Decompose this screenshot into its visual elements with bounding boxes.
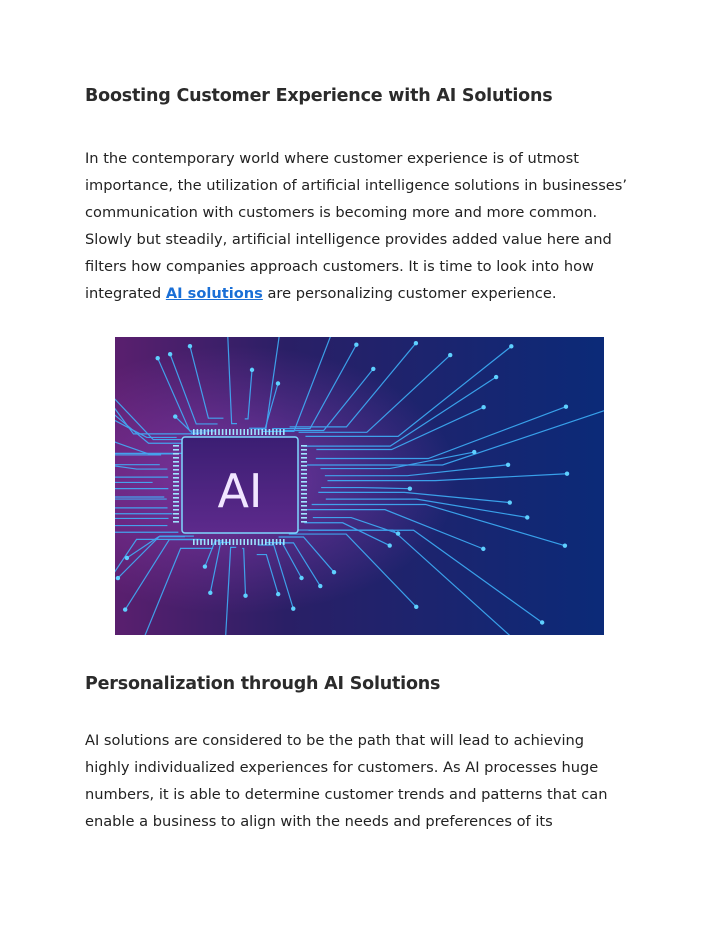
chip-pin <box>269 539 271 545</box>
chip-pin <box>193 429 195 435</box>
chip-pin <box>207 429 209 435</box>
chip-pin <box>222 429 224 435</box>
chip-pin <box>233 539 235 545</box>
chip-pin <box>197 539 199 545</box>
circuit-node <box>565 472 569 476</box>
chip-pin <box>204 539 206 545</box>
chip-pin <box>173 509 179 511</box>
chip-pin <box>301 465 307 467</box>
chip-pin <box>218 429 220 435</box>
circuit-node <box>299 576 303 580</box>
chip-pin <box>301 497 307 499</box>
chip-pin <box>173 457 179 459</box>
section-line: AI solutions are considered to be the path that will lead to achieving <box>85 732 585 749</box>
circuit-node <box>414 341 418 345</box>
chip-pin <box>301 493 307 495</box>
circuit-node <box>563 543 567 547</box>
chip-pin <box>279 429 281 435</box>
circuit-node <box>509 344 513 348</box>
section-line: highly individualized experiences for customers. As AI processes huge <box>85 759 599 776</box>
section-line: enable a business to align with the needs and preferences of its <box>85 813 553 830</box>
circuit-node <box>388 543 392 547</box>
chip-pin <box>265 539 267 545</box>
chip-pin <box>301 461 307 463</box>
chip-pin <box>173 465 179 467</box>
chip-pin <box>283 539 285 545</box>
chip-pin <box>276 429 278 435</box>
chip-pin <box>301 445 307 447</box>
chip-pin <box>211 539 213 545</box>
chip-pin <box>269 429 271 435</box>
chip-pin <box>301 489 307 491</box>
circuit-node <box>332 570 336 574</box>
chip-pin <box>207 539 209 545</box>
circuit-node <box>155 356 159 360</box>
chip-pin <box>265 429 267 435</box>
chip-pin <box>173 497 179 499</box>
chip-pin <box>222 539 224 545</box>
ai-chip-image <box>115 337 604 635</box>
chip-pin <box>301 521 307 523</box>
chip-pin <box>233 429 235 435</box>
circuit-node <box>506 463 510 467</box>
chip-pin <box>200 539 202 545</box>
chip-pin <box>251 429 253 435</box>
chip-pin <box>173 493 179 495</box>
chip-pin <box>173 461 179 463</box>
circuit-node <box>564 405 568 409</box>
chip-pin <box>247 539 249 545</box>
chip-pin <box>254 539 256 545</box>
chip-pin <box>173 517 179 519</box>
ai-solutions-link[interactable]: AI solutions <box>165 285 263 302</box>
circuit-node <box>481 405 485 409</box>
chip-pin <box>173 481 179 483</box>
chip-pin <box>301 505 307 507</box>
chip-pin <box>301 513 307 515</box>
circuit-node <box>508 500 512 504</box>
chip-pin <box>243 539 245 545</box>
chip-pin <box>301 517 307 519</box>
intro-line: In the contemporary world where customer experience is of utmost <box>85 150 579 167</box>
chip-pin <box>193 539 195 545</box>
section-paragraph <box>85 727 645 835</box>
circuit-node <box>371 367 375 371</box>
circuit-node <box>525 515 529 519</box>
circuit-node <box>208 591 212 595</box>
chip-pin <box>236 539 238 545</box>
chip-pin <box>247 429 249 435</box>
chip-pin <box>254 429 256 435</box>
circuit-node <box>414 605 418 609</box>
circuit-node <box>116 576 120 580</box>
circuit-node <box>494 375 498 379</box>
chip-pin <box>283 429 285 435</box>
circuit-node <box>168 352 172 356</box>
chip-pin <box>229 539 231 545</box>
chip-label: AI <box>217 464 263 518</box>
section-title: Personalization through AI Solutions <box>85 674 441 694</box>
chip-pin <box>173 505 179 507</box>
chip-pin <box>173 477 179 479</box>
intro-suffix: are personalizing customer experience. <box>267 285 557 302</box>
circuit-node <box>481 547 485 551</box>
circuit-node <box>276 592 280 596</box>
chip-pin <box>173 485 179 487</box>
chip-pin <box>301 501 307 503</box>
circuit-node <box>291 606 295 610</box>
chip-pin <box>173 513 179 515</box>
chip-pin <box>225 429 227 435</box>
circuit-node <box>173 414 177 418</box>
circuit-node <box>250 368 254 372</box>
chip-pin <box>236 429 238 435</box>
chip-pin <box>301 473 307 475</box>
chip-pin <box>251 539 253 545</box>
chip-pin <box>197 429 199 435</box>
chip-pin <box>258 539 260 545</box>
chip-pin <box>301 485 307 487</box>
chip-pin <box>301 449 307 451</box>
circuit-node <box>540 620 544 624</box>
intro-prefix: integrated <box>85 285 162 302</box>
circuit-node <box>276 381 280 385</box>
circuit-node <box>472 450 476 454</box>
circuit-node <box>318 584 322 588</box>
chip-pin <box>240 539 242 545</box>
circuit-node <box>203 564 207 568</box>
chip-pin <box>276 539 278 545</box>
chip-pin <box>173 445 179 447</box>
chip-pin <box>272 429 274 435</box>
chip-pin <box>173 473 179 475</box>
chip-pin <box>301 481 307 483</box>
chip-pin <box>173 453 179 455</box>
chip-pin <box>173 469 179 471</box>
chip-pin <box>272 539 274 545</box>
circuit-node <box>448 353 452 357</box>
circuit-node <box>125 556 129 560</box>
chip-pin <box>200 429 202 435</box>
chip-pin <box>258 429 260 435</box>
chip-pin <box>173 501 179 503</box>
circuit-node <box>123 607 127 611</box>
chip-pin <box>204 429 206 435</box>
intro-line-last <box>85 280 645 307</box>
chip-pin <box>215 429 217 435</box>
intro-line: filters how companies approach customers. It is time to look into how <box>85 258 594 275</box>
chip-pin <box>261 539 263 545</box>
circuit-node <box>396 531 400 535</box>
chip-pin <box>261 429 263 435</box>
intro-line: communication with customers is becoming more and more common. <box>85 204 598 221</box>
chip-pin <box>301 453 307 455</box>
chip-pin <box>173 489 179 491</box>
chip-pin <box>301 509 307 511</box>
circuit-node <box>188 344 192 348</box>
section-line: numbers, it is able to determine customer trends and patterns that can <box>85 786 608 803</box>
chip-pin <box>211 429 213 435</box>
chip-pin <box>240 429 242 435</box>
chip-pin <box>243 429 245 435</box>
chip-pin <box>215 539 217 545</box>
circuit-node <box>408 486 412 490</box>
intro-paragraph <box>85 145 645 307</box>
article-title: Boosting Customer Experience with AI Solutions <box>85 86 553 106</box>
chip-pin <box>173 521 179 523</box>
intro-line: Slowly but steadily, artificial intelligence provides added value here and <box>85 231 612 248</box>
ai-chip-illustration <box>115 337 604 635</box>
chip-pin <box>229 429 231 435</box>
circuit-node <box>354 342 358 346</box>
chip-pin <box>279 539 281 545</box>
chip-pin <box>218 539 220 545</box>
chip-pin <box>173 449 179 451</box>
circuit-node <box>243 594 247 598</box>
chip-pin <box>301 457 307 459</box>
chip-pin <box>301 469 307 471</box>
chip-pin <box>225 539 227 545</box>
intro-line: importance, the utilization of artificial intelligence solutions in businesses’ <box>85 177 628 194</box>
chip-pin <box>301 477 307 479</box>
